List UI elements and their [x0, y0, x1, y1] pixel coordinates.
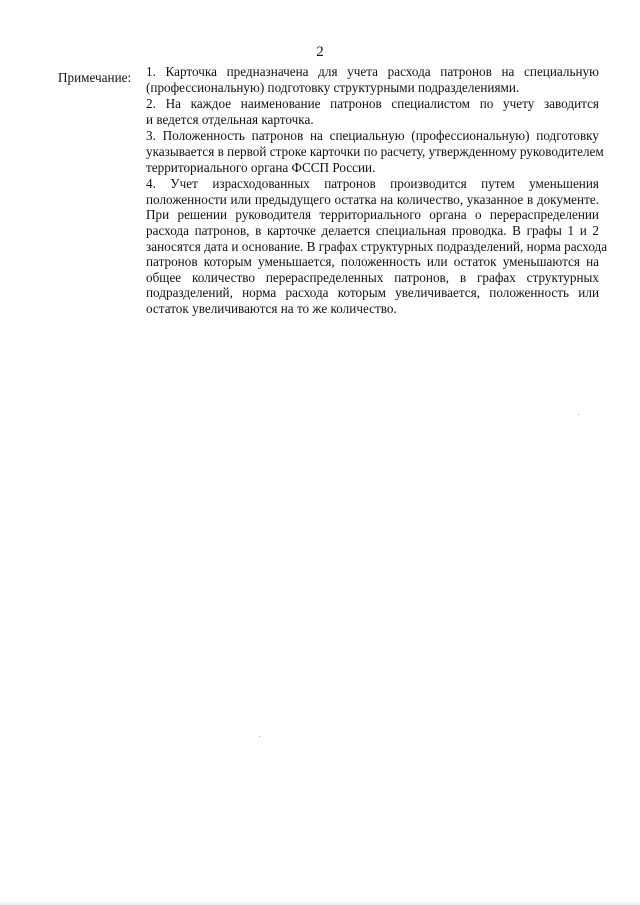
note-item-4-line-2: положенности или предыдущего остатка на количество, указанное в документе. [146, 191, 599, 207]
scan-speck [578, 414, 579, 415]
note-item-2-line-2: и ведется отдельная карточка. [146, 111, 314, 127]
note-item-4-line-9: остаток увеличиваются на то же количество. [146, 300, 397, 316]
note-item-1 [146, 64, 599, 95]
note-item-2 [146, 96, 599, 127]
scan-bottom-edge [0, 901, 640, 905]
note-item-2-line-1: 2. На каждое наименование патронов специалистом по учету заводится [146, 96, 599, 112]
note-item-4-line-1: 4. Учет израсходованных патронов производится путем уменьшения [146, 176, 599, 192]
note-item-1-line-2: (профессиональную) подготовку структурными подразделениями. [146, 79, 520, 95]
note-item-4-line-4: расхода патронов, в карточке делается специальная проводка. В графы 1 и 2 [146, 222, 599, 238]
note-item-3-line-2: указывается в первой строке карточки по расчету, утвержденному руководителем [146, 143, 604, 159]
note-item-3-line-1: 3. Положенность патронов на специальную (профессиональную) подготовку [146, 128, 599, 144]
note-item-3 [146, 128, 604, 175]
note-item-4-line-8: подразделений, норма расхода которым увеличивается, положенность или [146, 285, 599, 301]
page-number: 2 [316, 44, 324, 60]
note-item-4-line-6: патронов которым уменьшается, положенность или остаток уменьшаются на [146, 254, 599, 270]
scan-speck [259, 736, 260, 737]
note-item-1-line-1: 1. Карточка предназначена для учета расхода патронов на специальную [146, 64, 599, 79]
note-body [146, 64, 608, 318]
note-item-4-line-5: заносятся дата и основание. В графах структурных подразделений, норма расхода [146, 238, 608, 254]
note-item-3-line-3: территориального органа ФССП России. [146, 159, 376, 175]
note-item-4 [146, 176, 608, 316]
note-item-4-line-3: При решении руководителя территориального органа о перераспределении [146, 207, 599, 223]
note-item-4-line-7: общее количество перераспределенных патронов, в графах структурных [146, 269, 599, 285]
note-label: Примечание: [58, 70, 132, 85]
